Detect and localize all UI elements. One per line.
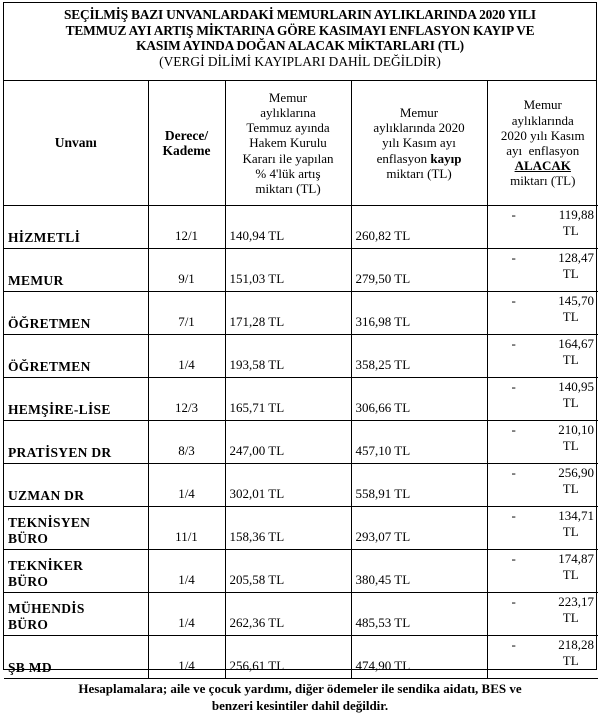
kayip-cell: 316,98 TL (351, 292, 487, 335)
kayip-cell: 279,50 TL (351, 249, 487, 292)
kayip-cell: 358,25 TL (351, 335, 487, 378)
table-header-row (4, 81, 598, 206)
artis-cell: 193,58 TL (225, 335, 351, 378)
unvan-cell: TEKNİKER BÜRO (4, 550, 148, 593)
artis-cell: 262,36 TL (225, 593, 351, 636)
alacak-cell: - 218,28 TL (487, 636, 598, 679)
derece-cell: 7/1 (148, 292, 225, 335)
derece-cell: 1/4 (148, 464, 225, 507)
unvan-cell: MÜHENDİS BÜRO (4, 593, 148, 636)
alacak-cell: - 164,67 TL (487, 335, 598, 378)
kayip-cell: 485,53 TL (351, 593, 487, 636)
unvan-cell: ŞB MD (4, 636, 148, 679)
alacak-cell: - 140,95 TL (487, 378, 598, 421)
alacak-cell: - 119,88 TL (487, 206, 598, 249)
alacak-cell: - 210,10 TL (487, 421, 598, 464)
artis-cell: 302,01 TL (225, 464, 351, 507)
table-row (4, 378, 598, 421)
alacak-cell: - 174,87 TL (487, 550, 598, 593)
derece-cell: 1/4 (148, 335, 225, 378)
table-row (4, 206, 598, 249)
unvan-cell: PRATİSYEN DR (4, 421, 148, 464)
table-row (4, 335, 598, 378)
artis-cell: 171,28 TL (225, 292, 351, 335)
artis-cell: 247,00 TL (225, 421, 351, 464)
artis-cell: 256,61 TL (225, 636, 351, 679)
derece-cell: 1/4 (148, 636, 225, 679)
alacak-cell: - 256,90 TL (487, 464, 598, 507)
document-frame (3, 2, 597, 713)
footer-note: Hesaplamalara; aile ve çocuk yardımı, diğer ödemeler ile sendika aidatı, BES ve benzeri kesintiler dahil değildir. (78, 681, 522, 713)
derece-cell: 1/4 (148, 593, 225, 636)
kayip-cell: 558,91 TL (351, 464, 487, 507)
unvan-cell: TEKNİSYEN BÜRO (4, 507, 148, 550)
table-row (4, 550, 598, 593)
header-kayip-miktari: Memur aylıklarında 2020 yılı Kasım ayı enflasyon kayıp miktarı (TL) (351, 81, 487, 206)
kayip-cell: 380,45 TL (351, 550, 487, 593)
table-row (4, 249, 598, 292)
document-title (4, 3, 596, 81)
artis-cell: 165,71 TL (225, 378, 351, 421)
artis-cell: 205,58 TL (225, 550, 351, 593)
header-derece-kademe: Derece/ Kademe (148, 81, 225, 206)
title-line-4: (VERGİ DİLİMİ KAYIPLARI DAHİL DEĞİLDİR) (159, 53, 441, 69)
title-line-2: TEMMUZ AYI ARTIŞ MİKTARINA GÖRE KASIMAYI ENFLASYON KAYIP VE (65, 22, 535, 38)
title-line-1: SEÇİLMİŞ BAZI UNVANLARDAKİ MEMURLARIN AYLIKLARINDA 2020 YILI (64, 7, 536, 22)
derece-cell: 12/1 (148, 206, 225, 249)
kayip-cell: 260,82 TL (351, 206, 487, 249)
unvan-cell: HEMŞİRE-LİSE (4, 378, 148, 421)
table-row (4, 292, 598, 335)
title-line-3: KASIM AYINDA DOĞAN ALACAK MİKTARLARI (TL) (136, 38, 464, 54)
table-row (4, 421, 598, 464)
derece-cell: 9/1 (148, 249, 225, 292)
artis-cell: 151,03 TL (225, 249, 351, 292)
derece-cell: 11/1 (148, 507, 225, 550)
alacak-cell: - 145,70 TL (487, 292, 598, 335)
unvan-cell: UZMAN DR (4, 464, 148, 507)
alacak-cell: - 223,17 TL (487, 593, 598, 636)
salary-table (4, 81, 598, 679)
derece-cell: 12/3 (148, 378, 225, 421)
artis-cell: 158,36 TL (225, 507, 351, 550)
table-row (4, 507, 598, 550)
table-row (4, 593, 598, 636)
table-row (4, 464, 598, 507)
alacak-cell: - 134,71 TL (487, 507, 598, 550)
unvan-cell: MEMUR (4, 249, 148, 292)
kayip-cell: 293,07 TL (351, 507, 487, 550)
kayip-cell: 474,90 TL (351, 636, 487, 679)
derece-cell: 1/4 (148, 550, 225, 593)
header-alacak-miktari: Memur aylıklarında 2020 yılı Kasım ayı enflasyon ALACAK miktarı (TL) (487, 81, 598, 206)
kayip-cell: 457,10 TL (351, 421, 487, 464)
artis-cell: 140,94 TL (225, 206, 351, 249)
header-unvan: Unvanı (4, 81, 148, 206)
kayip-cell: 306,66 TL (351, 378, 487, 421)
header-artis-miktari: Memur aylıklarına Temmuz ayında Hakem Kurulu Kararı ile yapılan % 4'lük artış miktarı (TL) (225, 81, 351, 206)
alacak-cell: - 128,47 TL (487, 249, 598, 292)
unvan-cell: ÖĞRETMEN (4, 335, 148, 378)
table-row (4, 636, 598, 679)
unvan-cell: ÖĞRETMEN (4, 292, 148, 335)
derece-cell: 8/3 (148, 421, 225, 464)
unvan-cell: HİZMETLİ (4, 206, 148, 249)
